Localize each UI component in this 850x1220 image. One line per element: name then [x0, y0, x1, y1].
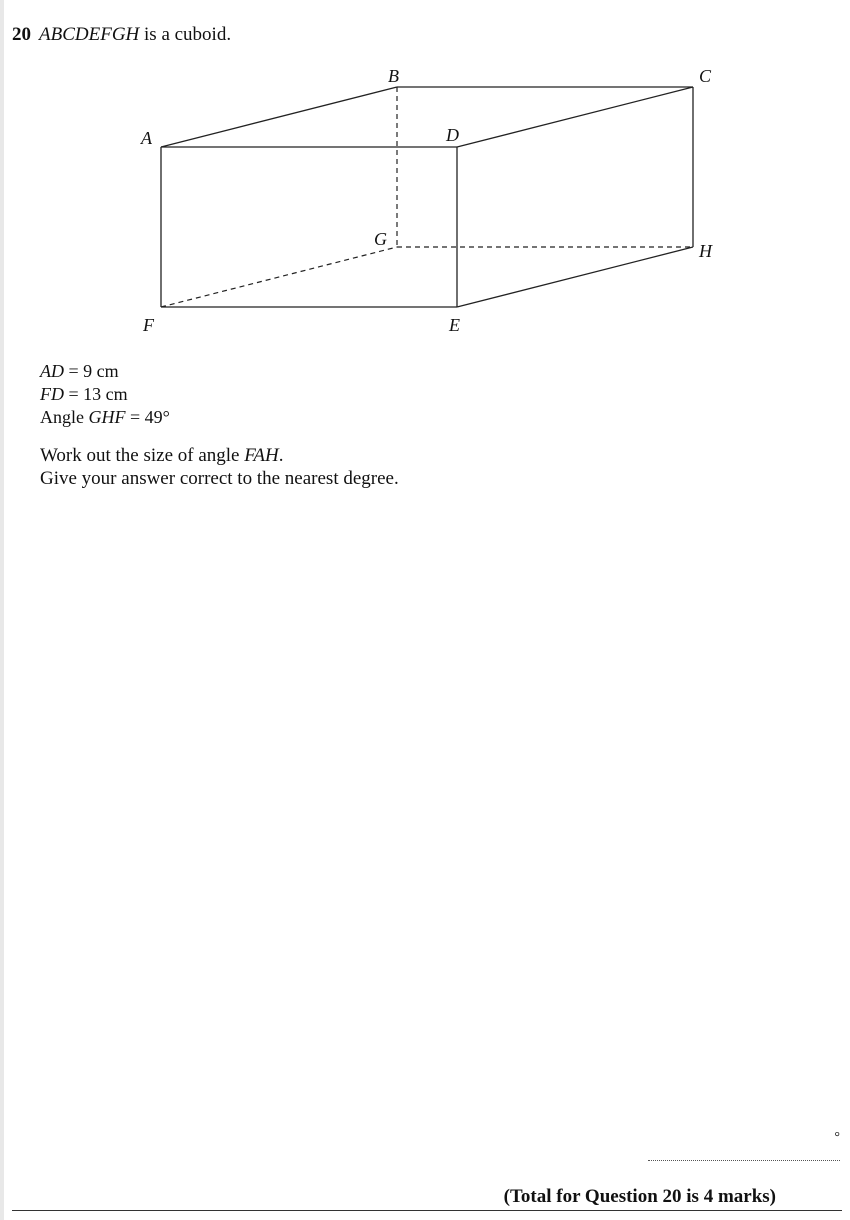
- shape-name: ABCDEFGH: [39, 24, 140, 45]
- question-number: 20: [12, 24, 31, 45]
- instruction-line-1: [40, 444, 399, 467]
- total-marks: (Total for Question 20 is 4 marks): [503, 1186, 776, 1207]
- vertex-label-f: F: [143, 315, 154, 335]
- given-fd-value: = 13 cm: [64, 384, 128, 404]
- given-ad-label: AD: [40, 361, 64, 381]
- instruction-angle-label: FAH: [244, 445, 279, 466]
- given-ad-value: = 9 cm: [64, 361, 119, 381]
- vertex-label-e: E: [449, 315, 460, 335]
- edge-dc: [457, 87, 693, 147]
- vertex-label-d: D: [446, 125, 459, 145]
- given-ad: [40, 360, 170, 383]
- given-values: [40, 360, 170, 429]
- answer-line[interactable]: [648, 1160, 840, 1161]
- cuboid-diagram: [0, 0, 850, 360]
- answer-degree-symbol: °: [834, 1130, 840, 1145]
- instruction-line-1-suffix: .: [278, 445, 284, 466]
- given-angle: [40, 406, 170, 429]
- vertex-label-c: C: [699, 66, 712, 86]
- given-angle-value: = 49°: [125, 407, 170, 427]
- question-instructions: [40, 444, 399, 490]
- edge-ab: [161, 87, 397, 147]
- question-statement: is a cuboid.: [139, 24, 232, 45]
- given-fd: [40, 383, 170, 406]
- instruction-line-1-prefix: Work out the size of angle: [40, 445, 245, 466]
- answer-area[interactable]: [640, 1130, 840, 1170]
- given-angle-prefix: Angle: [40, 407, 89, 427]
- given-angle-label: GHF: [88, 407, 126, 427]
- vertex-label-g: G: [374, 229, 387, 249]
- vertex-label-h: H: [699, 241, 712, 261]
- edge-fg: [161, 247, 397, 307]
- instruction-line-2: Give your answer correct to the nearest degree.: [40, 468, 399, 489]
- vertex-label-b: B: [388, 66, 399, 86]
- edge-eh: [457, 247, 693, 307]
- vertex-label-a: A: [141, 128, 152, 148]
- given-fd-label: FD: [40, 384, 64, 404]
- bottom-rule: [12, 1210, 842, 1211]
